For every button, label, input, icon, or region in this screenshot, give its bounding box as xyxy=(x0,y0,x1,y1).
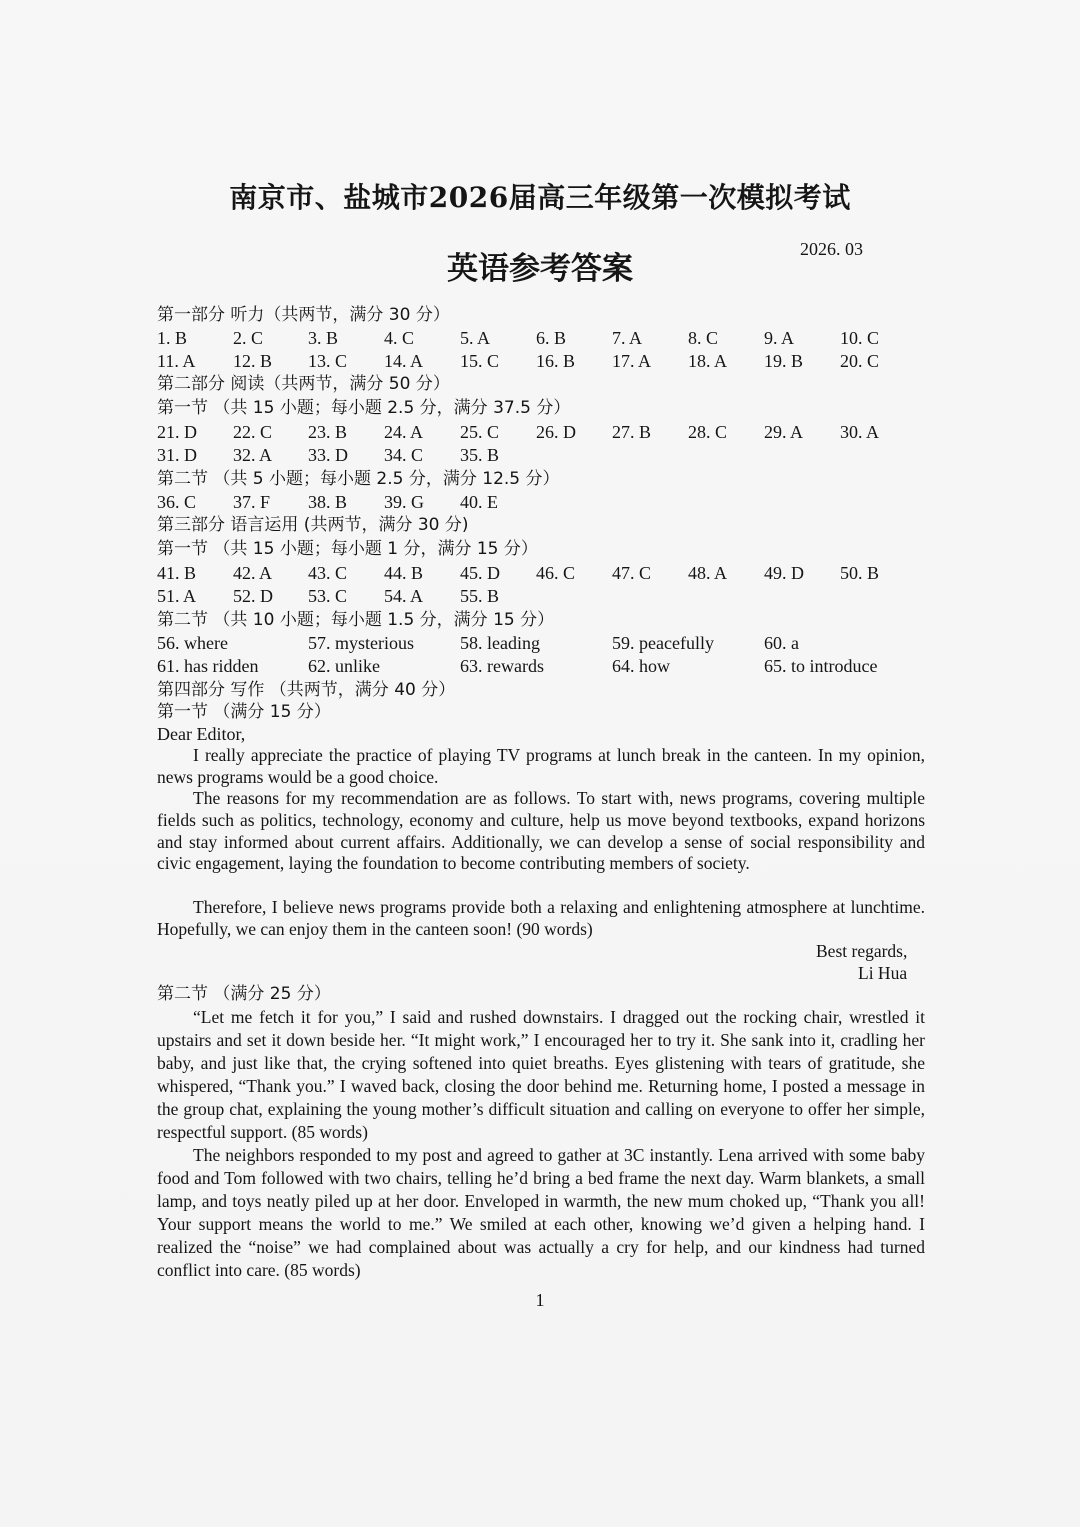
part4-sec2-heading: 第二节 （满分 25 分） xyxy=(157,984,331,1004)
answer-item: 7. A xyxy=(612,328,643,348)
answer-item: 21. D xyxy=(157,422,197,442)
answer-item: 46. C xyxy=(536,563,576,583)
answer-item: 14. A xyxy=(384,351,424,371)
answer-item: 20. C xyxy=(840,351,880,371)
answer-item: 45. D xyxy=(460,563,500,583)
answer-item: 6. B xyxy=(536,328,567,348)
answer-item: 64. how xyxy=(612,656,670,676)
answer-item: 11. A xyxy=(157,351,196,371)
answer-item: 28. C xyxy=(688,422,728,442)
answer-item: 8. C xyxy=(688,328,719,348)
story-paragraph: The neighbors responded to my post and agreed to gather at 3C instantly. Lena arrived with some baby food and Tom followed with two chairs, telling he’d bring a bed frame the next day. Warm blankets, a small lamp, and toys neatly piled up at her door. Enveloped in warmth, the new mum choked up, “Thank you all! Your support means the world to me.” We smiled at each other, knowing we’d given a helping hand. I realized the “noise” we had complained about was actually a cry for help, and our kindness had turned conflict into care. (85 words) xyxy=(157,1145,925,1280)
answer-item: 37. F xyxy=(233,492,271,512)
page-number: 1 xyxy=(535,1290,545,1310)
answer-item: 10. C xyxy=(840,328,880,348)
answer-item: 4. C xyxy=(384,328,415,348)
answer-item: 47. C xyxy=(612,563,652,583)
answer-item: 53. C xyxy=(308,586,348,606)
answer-item: 35. B xyxy=(460,445,500,465)
answer-item: 2. C xyxy=(233,328,264,348)
answer-item: 29. A xyxy=(764,422,804,442)
answer-item: 24. A xyxy=(384,422,424,442)
answer-item: 49. D xyxy=(764,563,804,583)
answer-item: 62. unlike xyxy=(308,656,380,676)
answer-item: 9. A xyxy=(764,328,795,348)
answer-item: 34. C xyxy=(384,445,424,465)
answer-item: 36. C xyxy=(157,492,197,512)
answer-item: 27. B xyxy=(612,422,652,442)
answer-item: 25. C xyxy=(460,422,500,442)
part1-heading: 第一部分 听力（共两节，满分 30 分） xyxy=(157,305,450,325)
answer-item: 12. B xyxy=(233,351,273,371)
part2-heading: 第二部分 阅读（共两节，满分 50 分） xyxy=(157,374,450,394)
answer-item: 1. B xyxy=(157,328,188,348)
answer-item: 30. A xyxy=(840,422,880,442)
answer-item: 19. B xyxy=(764,351,804,371)
document-date: 2026. 03 xyxy=(800,239,863,259)
answer-item: 3. B xyxy=(308,328,339,348)
answer-item: 5. A xyxy=(460,328,491,348)
part2-sec2-heading: 第二节 （共 5 小题；每小题 2.5 分，满分 12.5 分） xyxy=(157,469,560,489)
answer-item: 51. A xyxy=(157,586,197,606)
answer-item: 44. B xyxy=(384,563,424,583)
document-subtitle: 英语参考答案 xyxy=(447,251,633,287)
answer-item: 32. A xyxy=(233,445,273,465)
answer-item: 48. A xyxy=(688,563,728,583)
answer-item: 13. C xyxy=(308,351,348,371)
answer-item: 54. A xyxy=(384,586,424,606)
part4-sec1-heading: 第一节 （满分 15 分） xyxy=(157,702,331,722)
part2-sec1-heading: 第一节 （共 15 小题；每小题 2.5 分，满分 37.5 分） xyxy=(157,398,571,418)
letter-paragraph: The reasons for my recommendation are as follows. To start with, news programs, covering multiple fields such as politics, technology, economy and culture, help us move beyond textbooks, expand horizons and stay informed about current affairs. Additionally, we can develop a sense of social responsibility and civic engagement, laying the foundation to become contributing members of society. xyxy=(157,788,925,874)
answer-item: 50. B xyxy=(840,563,880,583)
answer-item: 42. A xyxy=(233,563,273,583)
answer-item: 17. A xyxy=(612,351,652,371)
part3-sec1-heading: 第一节 （共 15 小题；每小题 1 分，满分 15 分） xyxy=(157,539,538,559)
answer-item: 55. B xyxy=(460,586,500,606)
letter-paragraph: I really appreciate the practice of playing TV programs at lunch break in the canteen. In my opinion, news programs would be a good choice. xyxy=(157,745,925,787)
answer-item: 38. B xyxy=(308,492,348,512)
answer-item: 61. has ridden xyxy=(157,656,259,676)
answer-item: 43. C xyxy=(308,563,348,583)
answer-item: 58. leading xyxy=(460,633,540,653)
answer-item: 63. rewards xyxy=(460,656,544,676)
answer-item: 57. mysterious xyxy=(308,633,414,653)
answer-item: 56. where xyxy=(157,633,228,653)
answer-item: 31. D xyxy=(157,445,197,465)
answer-item: 52. D xyxy=(233,586,273,606)
letter-signature: Li Hua xyxy=(858,963,908,983)
answer-item: 16. B xyxy=(536,351,576,371)
part3-heading: 第三部分 语言运用 (共两节，满分 30 分) xyxy=(157,515,469,535)
answer-item: 15. C xyxy=(460,351,500,371)
answer-item: 59. peacefully xyxy=(612,633,714,653)
answer-item: 41. B xyxy=(157,563,197,583)
letter-paragraph: Therefore, I believe news programs provide both a relaxing and enlightening atmosphere at lunchtime. Hopefully, we can enjoy them in the canteen soon! (90 words) xyxy=(157,897,925,939)
letter-closing: Best regards, xyxy=(816,941,908,961)
answer-item: 65. to introduce xyxy=(764,656,878,676)
letter-salutation: Dear Editor, xyxy=(157,724,246,744)
part3-sec2-heading: 第二节 （共 10 小题；每小题 1.5 分，满分 15 分） xyxy=(157,610,555,630)
answer-item: 60. a xyxy=(764,633,799,653)
answer-item: 18. A xyxy=(688,351,728,371)
answer-item: 23. B xyxy=(308,422,348,442)
answer-item: 22. C xyxy=(233,422,273,442)
answer-item: 39. G xyxy=(384,492,424,512)
part4-heading: 第四部分 写作 （共两节，满分 40 分） xyxy=(157,680,456,700)
document-title: 南京市、盐城市2026届高三年级第一次模拟考试 xyxy=(229,181,851,214)
answer-item: 26. D xyxy=(536,422,576,442)
story-paragraph: “Let me fetch it for you,” I said and rushed downstairs. I dragged out the rocking chair, wrestled it upstairs and set it down beside her. “It might work,” I encouraged her to try it. She sank into it, cradling her baby, and just like that, the crying softened into quiet breaths. Eyes glistening with tears of gratitude, she whispered, “Thank you.” I waved back, closing the door behind me. Returning home, I posted a message in the group chat, explaining the young mother’s difficult situation and calling on everyone to offer her simple, respectful support. (85 words) xyxy=(157,1007,925,1142)
answer-item: 40. E xyxy=(460,492,498,512)
answer-item: 33. D xyxy=(308,445,348,465)
